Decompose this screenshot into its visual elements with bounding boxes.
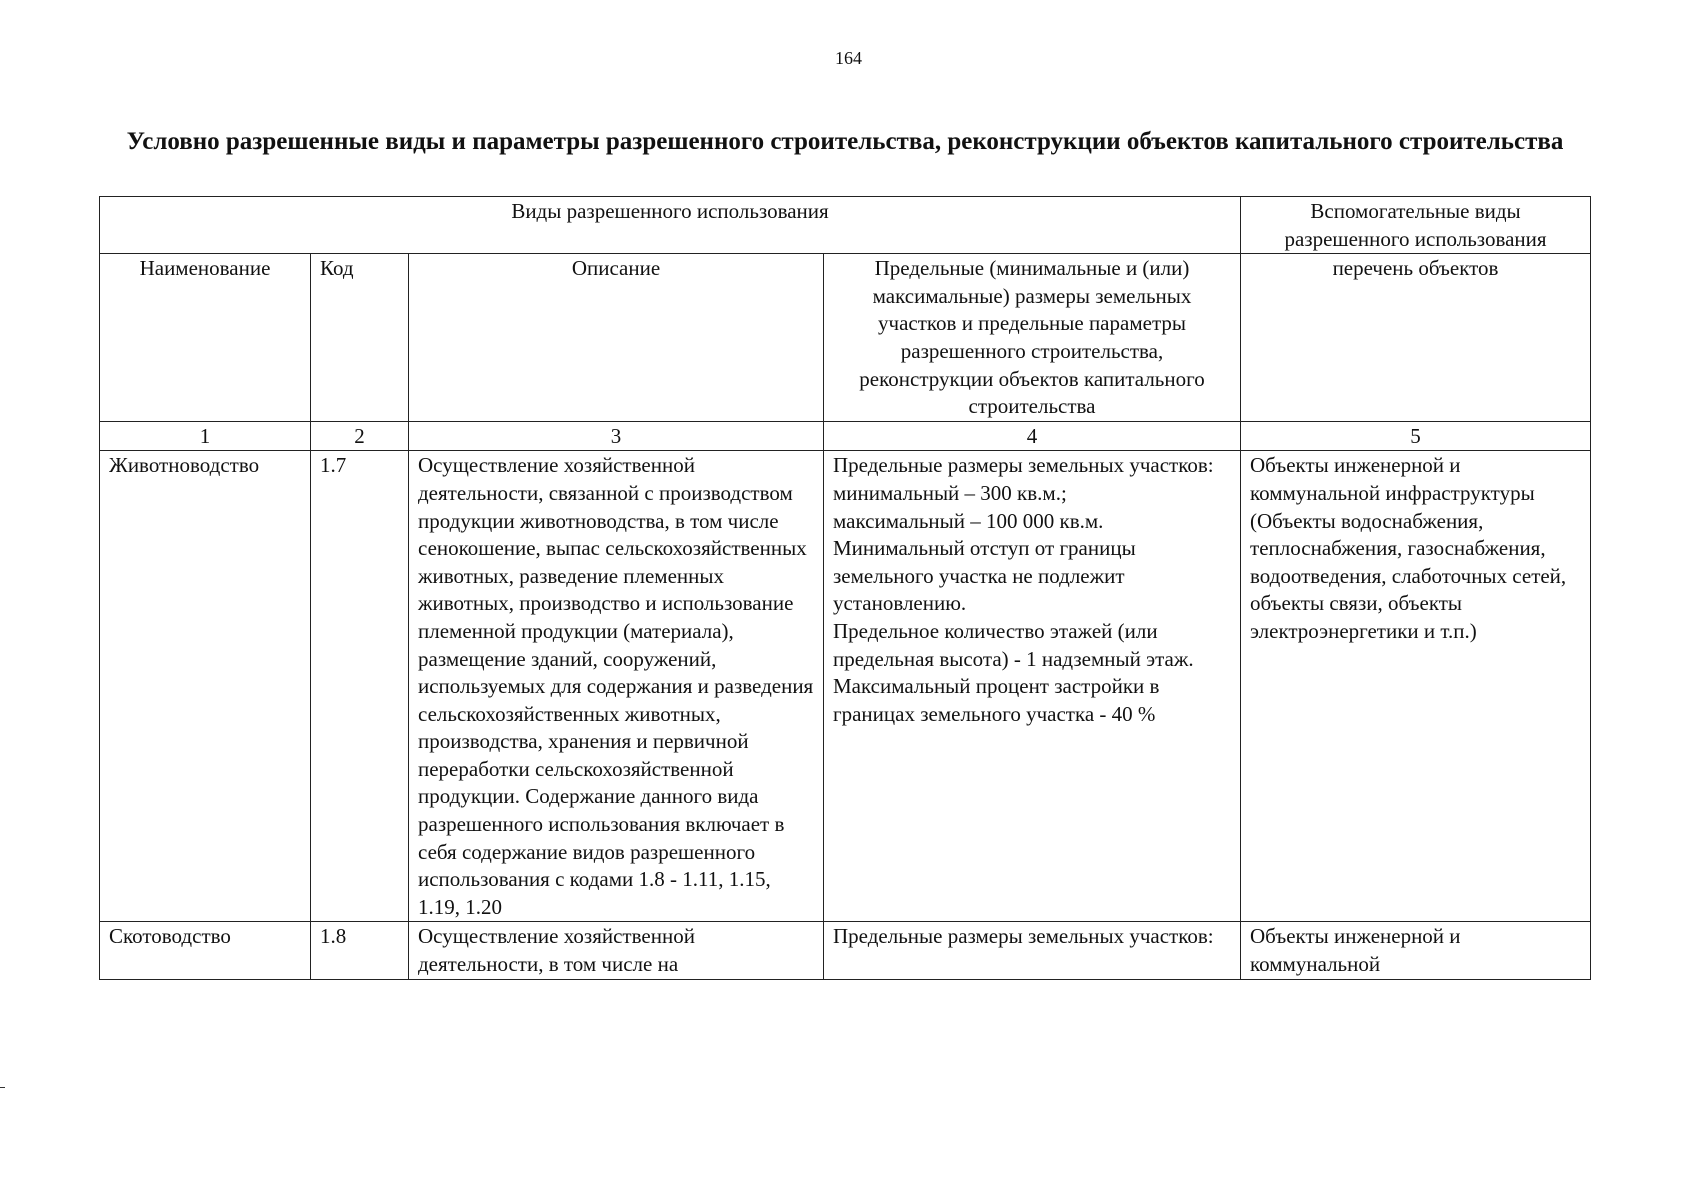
row-code: 1.7 — [311, 451, 409, 922]
limits-line: Минимальный отступ от границы земельного участка не подлежит установлению. — [833, 536, 1136, 616]
limits-line: Максимальный процент застройки в границах земельного участка - 40 % — [833, 674, 1160, 726]
column-header-name: Наименование — [100, 254, 311, 422]
page-number: 164 — [835, 48, 862, 68]
row-name: Животноводство — [100, 451, 311, 922]
document-title: Условно разрешенные виды и параметры разрешенного строительства, реконструкции объектов капитального строительства — [126, 128, 1564, 155]
column-header-row — [100, 254, 1591, 422]
row-limits — [824, 922, 1241, 979]
row-limits — [824, 451, 1241, 922]
limits-line: минимальный – 300 кв.м.; — [833, 480, 1067, 505]
row-code: 1.8 — [311, 922, 409, 979]
row-name: Скотоводство — [100, 922, 311, 979]
column-number: 2 — [311, 421, 409, 451]
column-header-limits: Предельные (минимальные и (или) максимальные) размеры земельных участков и предельные параметры разрешенного строительства, реконструкции объектов капитального строительства — [824, 254, 1241, 422]
column-header-aux-list: перечень объектов — [1241, 254, 1591, 422]
limits-line: Предельное количество этажей (или предельная высота) - 1 надземный этаж. — [833, 618, 1194, 671]
group-header-main: Виды разрешенного использования — [100, 197, 1241, 254]
column-number-row — [100, 421, 1591, 451]
limits-line: Предельные размеры земельных участков: — [833, 453, 1214, 478]
margin-mark — [0, 1087, 5, 1088]
column-header-description: Описание — [409, 254, 824, 422]
row-aux: Объекты инженерной и коммунальной инфраструктуры (Объекты водоснабжения, теплоснабжения, газоснабжения, водоотведения, слаботочных сетей, объекты связи, объекты электроэнергетики и т.п.) — [1241, 451, 1591, 922]
row-aux: Объекты инженерной и коммунальной — [1241, 922, 1591, 979]
row-description: Осуществление хозяйственной деятельности, связанной с производством продукции животноводства, в том числе сенокошение, выпас сельскохозяйственных животных, разведение племенных животных, производство и использование племенной продукции (материала), размещение зданий, сооружений, используемых для содержания и разведения сельскохозяйственных животных, производства, хранения и первичной переработки сельскохозяйственной продукции. Содержание данного вида разрешенного использования включает в себя содержание видов разрешенного использования с кодами 1.8 - 1.11, 1.15, 1.19, 1.20 — [409, 451, 824, 922]
group-header-aux: Вспомогательные виды разрешенного использования — [1241, 197, 1591, 254]
zoning-table — [99, 196, 1591, 980]
column-number: 1 — [100, 421, 311, 451]
column-number: 4 — [824, 421, 1241, 451]
limits-line: максимальный – 100 000 кв.м. — [833, 508, 1104, 533]
table-row — [100, 922, 1591, 979]
column-header-code: Код — [311, 254, 409, 422]
table-row — [100, 451, 1591, 922]
limits-line: Предельные размеры земельных участков: — [833, 924, 1214, 949]
row-description: Осуществление хозяйственной деятельности, в том числе на — [409, 922, 824, 979]
column-number: 3 — [409, 421, 824, 451]
column-number: 5 — [1241, 421, 1591, 451]
group-header-row — [100, 197, 1591, 254]
